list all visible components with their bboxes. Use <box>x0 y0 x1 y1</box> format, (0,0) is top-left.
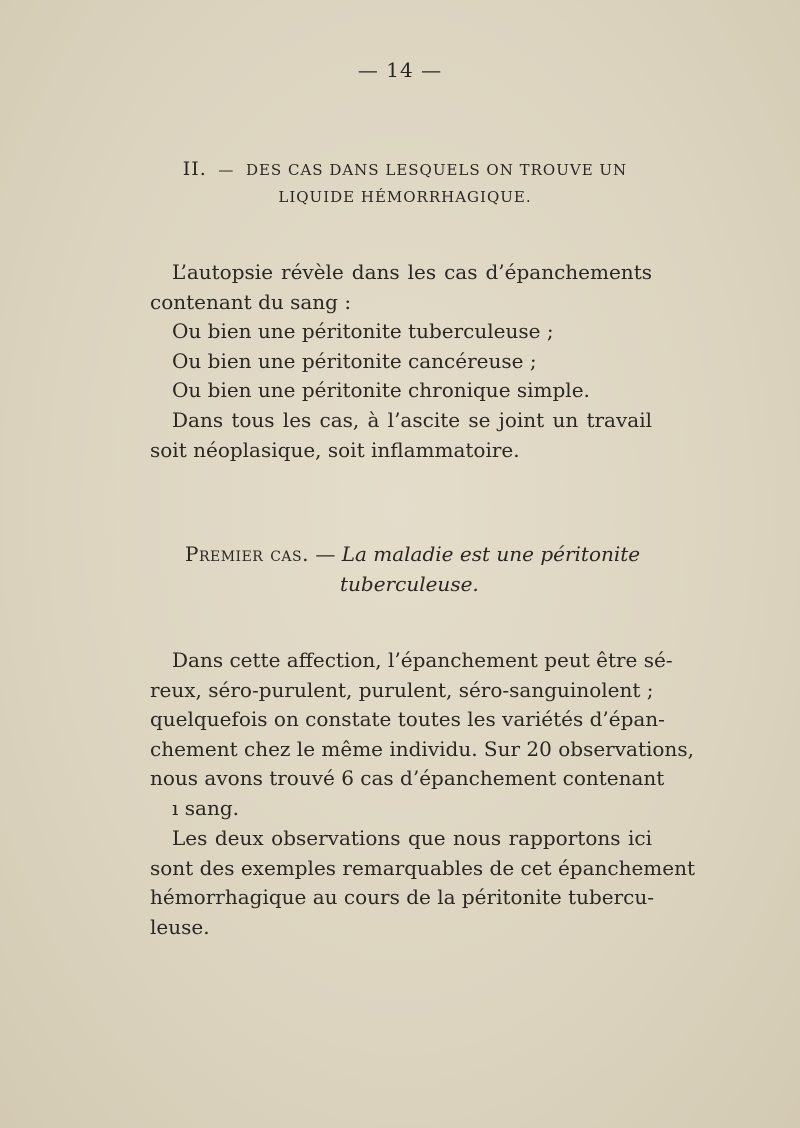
body-line: hémorrhagique au cours de la péritonite tubercu- <box>150 885 655 910</box>
body-line: reux, séro-purulent, purulent, séro-sanguinolent ; <box>150 677 654 702</box>
case-heading-line1 <box>185 542 640 566</box>
body-line: chement chez le même individu. Sur 20 observations, <box>150 736 694 761</box>
case-title-line2: tuberculeuse. <box>340 572 479 596</box>
intro-list-item: Ou bien une péritonite tuberculeuse ; <box>172 319 554 344</box>
body-line: nous avons trouvé 6 cas d’épanchement contenant <box>150 766 665 791</box>
section-heading-line1 <box>150 158 660 180</box>
body-line: leuse. <box>150 914 210 939</box>
body-paragraph-2 <box>150 824 696 942</box>
section-title-line2: LIQUIDE HÉMORRHAGIQUE. <box>278 188 532 206</box>
intro-conclusion-line: Dans tous les cas, à l’ascite se joint un travail <box>172 407 652 432</box>
case-title-line1: La maladie est une péritonite <box>341 542 641 566</box>
intro-conclusion-line: soit néoplasique, soit inflammatoire. <box>150 437 520 462</box>
intro-paragraph <box>150 258 652 465</box>
case-label: Premier cas. <box>185 542 309 566</box>
body-line: quelquefois on constate toutes les variétés d’épan- <box>150 707 665 732</box>
intro-line: L’autopsie révèle dans les cas d’épanchements <box>172 260 652 284</box>
intro-list-item: Ou bien une péritonite chronique simple. <box>172 378 590 403</box>
body-line: Dans cette affection, l’épanchement peut être sé- <box>172 648 673 672</box>
section-numeral: II. <box>182 158 207 180</box>
body-line: sont des exemples remarquables de cet épanchement <box>150 855 696 880</box>
intro-list-item: Ou bien une péritonite cancéreuse ; <box>172 348 537 373</box>
intro-line: contenant du sang : <box>150 289 352 314</box>
body-line: ı sang. <box>172 795 239 820</box>
section-title-line1: DES CAS DANS LESQUELS ON TROUVE UN <box>245 161 628 179</box>
body-line: Les deux observations que nous rapportons ici <box>172 826 652 850</box>
case-dash: — <box>315 542 336 566</box>
body-paragraph-1 <box>150 646 694 824</box>
page-number: — 14 — <box>357 58 443 82</box>
section-dash: — <box>218 161 235 179</box>
